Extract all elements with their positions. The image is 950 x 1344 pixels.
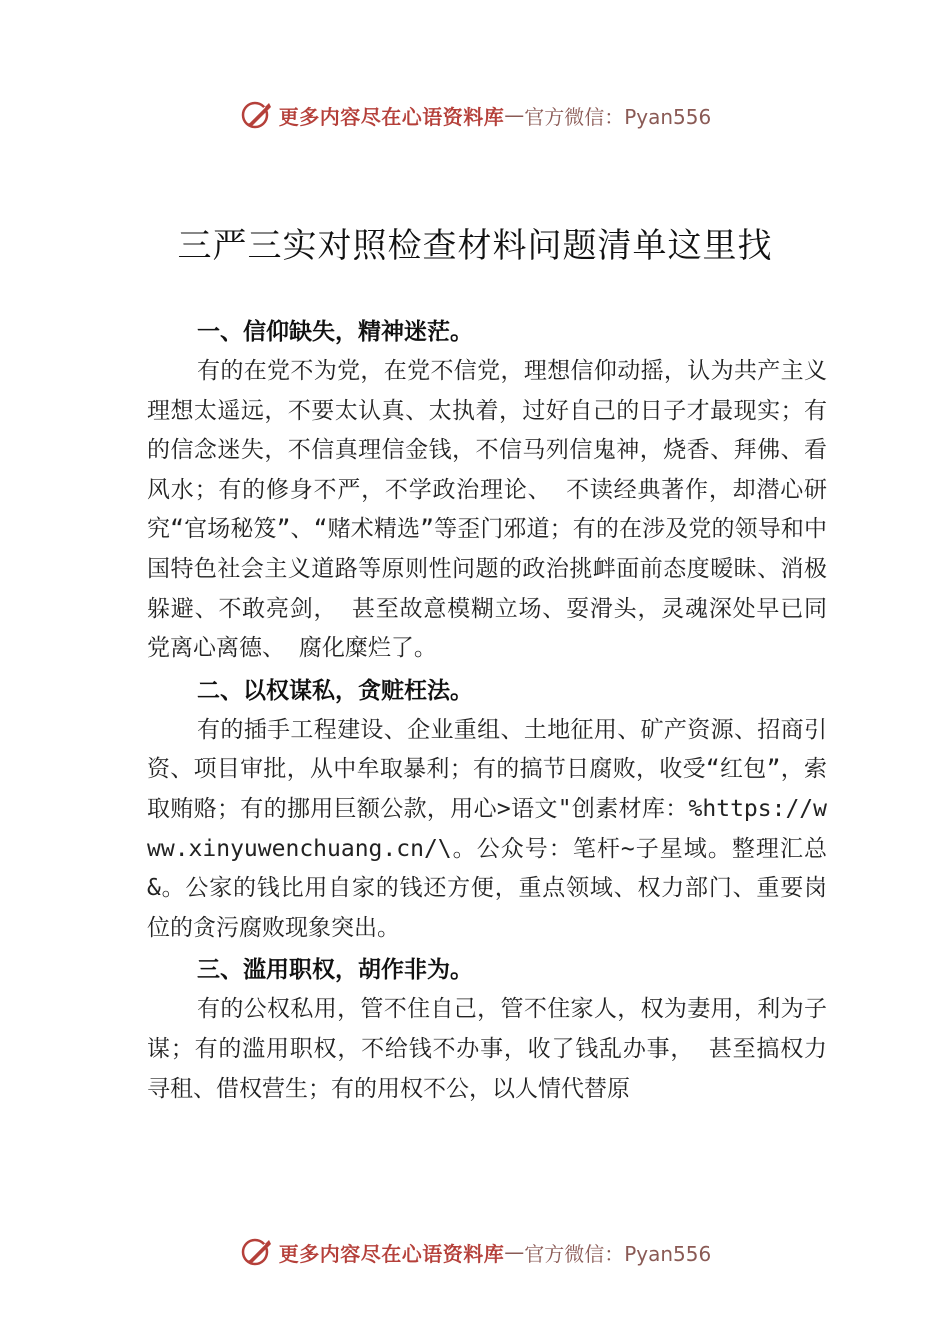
- header-banner: [0, 95, 950, 135]
- section-paragraph-3: 有的公权私用，管不住自己，管不住家人，权为妻用，利为子谋；有的滥用职权，不给钱不办事，收了钱乱办事， 甚至搞权力寻租、借权营生；有的用权不公，以人情代替原: [147, 996, 827, 1102]
- banner-wechat: 官方微信：Pyan556: [524, 104, 712, 129]
- section-heading-2: 二、以权谋私，贪赃枉法。: [197, 677, 473, 704]
- quill-pen-logo-icon: [239, 97, 275, 133]
- banner-site-name: 更多内容尽在心语资料库: [278, 104, 505, 129]
- document-body: [147, 312, 827, 1111]
- footer-banner: [0, 1232, 950, 1272]
- section-paragraph-2: 有的插手工程建设、企业重组、土地征用、矿产资源、招商引资、项目审批，从中牟取暴利；有的搞节日腐败，收受“红包”，索取贿赂；有的挪用巨额公款，用心>语文"创素材库：%https://www.xinyuwenchuang.cn/\。公众号：笔杆~子星域。整理汇总&。公家的钱比用自家的钱还方便，重点领域、权力部门、重要岗位的贪污腐败现象突出。: [147, 716, 827, 941]
- quill-pen-logo-icon: [239, 1234, 275, 1270]
- document-title: 三严三实对照检查材料问题清单这里找: [177, 226, 773, 266]
- banner-dash: —: [504, 103, 525, 127]
- banner-dash: —: [504, 1240, 525, 1264]
- section-heading-1: 一、信仰缺失，精神迷茫。: [197, 319, 473, 345]
- section-heading-3: 三、滥用职权，胡作非为。: [197, 957, 473, 984]
- banner-site-name: 更多内容尽在心语资料库: [278, 1241, 505, 1266]
- banner-wechat: 官方微信：Pyan556: [524, 1241, 712, 1266]
- section-paragraph-1: 有的在党不为党，在党不信党，理想信仰动摇，认为共产主义理想太遥远，不要太认真、太执着，过好自己的日子才最现实；有的信念迷失，不信真理信金钱，不信马列信鬼神，烧香、拜佛、看风水；有的修身不严，不学政治理论、 不读经典著作，却潜心研究“官场秘笈”、“赌术精选”等歪门邪道；有的在涉及党的领导和中国特色社会主义道路等原则性问题的政治挑衅面前态度暧昧、消极躲避、不敢亮剑， 甚至故意模糊立场、耍滑头，灵魂深处早已同党离心离德、 腐化糜烂了。: [147, 358, 827, 662]
